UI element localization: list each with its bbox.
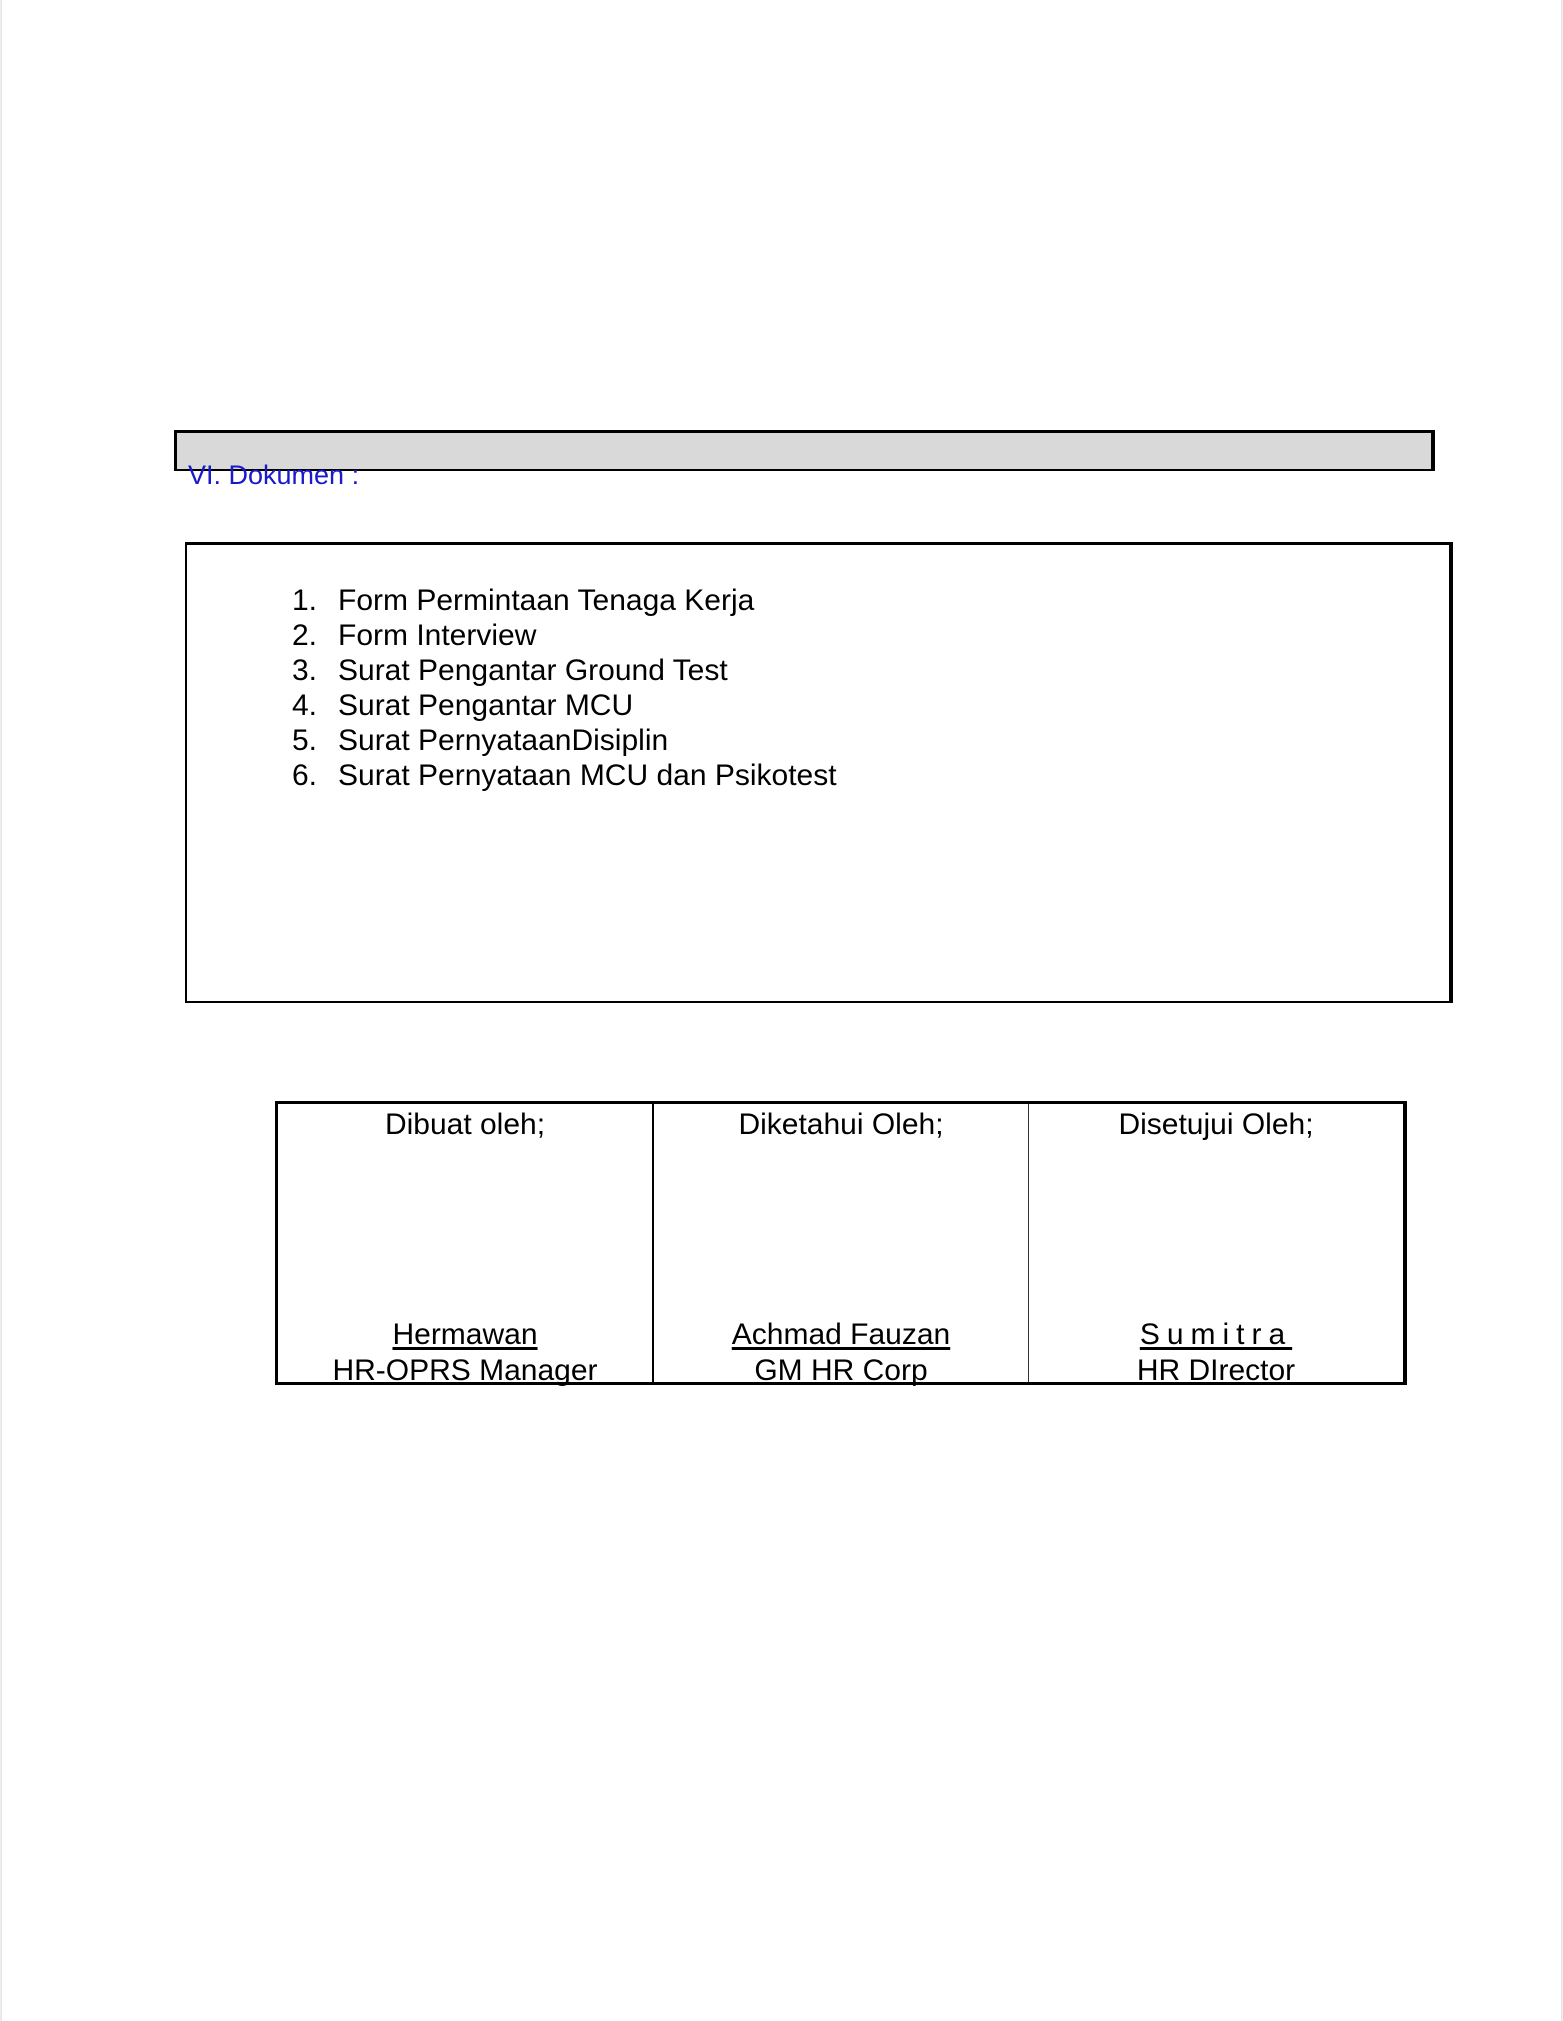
- signature-name-text: Hermawan: [392, 1318, 538, 1351]
- signature-name-text: Sumitra: [1139, 1318, 1293, 1351]
- signature-role: HR-OPRS Manager: [332, 1354, 598, 1387]
- list-item-label: Surat Pernyataan MCU dan Psikotest: [338, 759, 837, 792]
- list-item-label: Form Permintaan Tenaga Kerja: [338, 584, 755, 617]
- list-item: [292, 618, 837, 653]
- signature-name: [1029, 1318, 1403, 1352]
- signature-table: [275, 1101, 1407, 1385]
- list-item: [292, 758, 837, 793]
- list-item-label: Surat PernyataanDisiplin: [338, 724, 669, 757]
- list-item-label: Surat Pengantar MCU: [338, 689, 634, 722]
- list-item-number: 3.: [292, 654, 318, 687]
- list-item: [292, 653, 837, 688]
- list-item: [292, 723, 837, 758]
- list-item-number: 1.: [292, 584, 318, 617]
- list-item-number: 2.: [292, 619, 318, 652]
- list-item-number: 4.: [292, 689, 318, 722]
- signature-cell-prepared: [278, 1104, 652, 1387]
- list-item-label: Surat Pengantar Ground Test: [338, 654, 728, 687]
- list-item: [292, 688, 837, 723]
- signature-name: [278, 1318, 652, 1352]
- signature-name-text: Achmad Fauzan: [731, 1318, 951, 1351]
- section-title: VI. Dokumen :: [188, 460, 360, 490]
- signature-name: [654, 1318, 1028, 1352]
- document-list-box: [185, 542, 1453, 1003]
- signature-role: HR DIrector: [1136, 1354, 1296, 1387]
- document-list: [292, 583, 837, 793]
- signature-role: GM HR Corp: [754, 1354, 928, 1387]
- list-item-number: 5.: [292, 724, 318, 757]
- section-header-bar: [174, 430, 1435, 471]
- signature-heading: Diketahui Oleh;: [738, 1108, 944, 1141]
- list-item-label: Form Interview: [338, 619, 537, 652]
- signature-cell-approved: [1028, 1104, 1403, 1387]
- signature-heading: Dibuat oleh;: [384, 1108, 546, 1141]
- list-item-number: 6.: [292, 759, 318, 792]
- list-item: [292, 583, 837, 618]
- signature-cell-acknowledged: [652, 1104, 1028, 1387]
- document-page: [2, 0, 1561, 2021]
- signature-heading: Disetujui Oleh;: [1118, 1108, 1314, 1141]
